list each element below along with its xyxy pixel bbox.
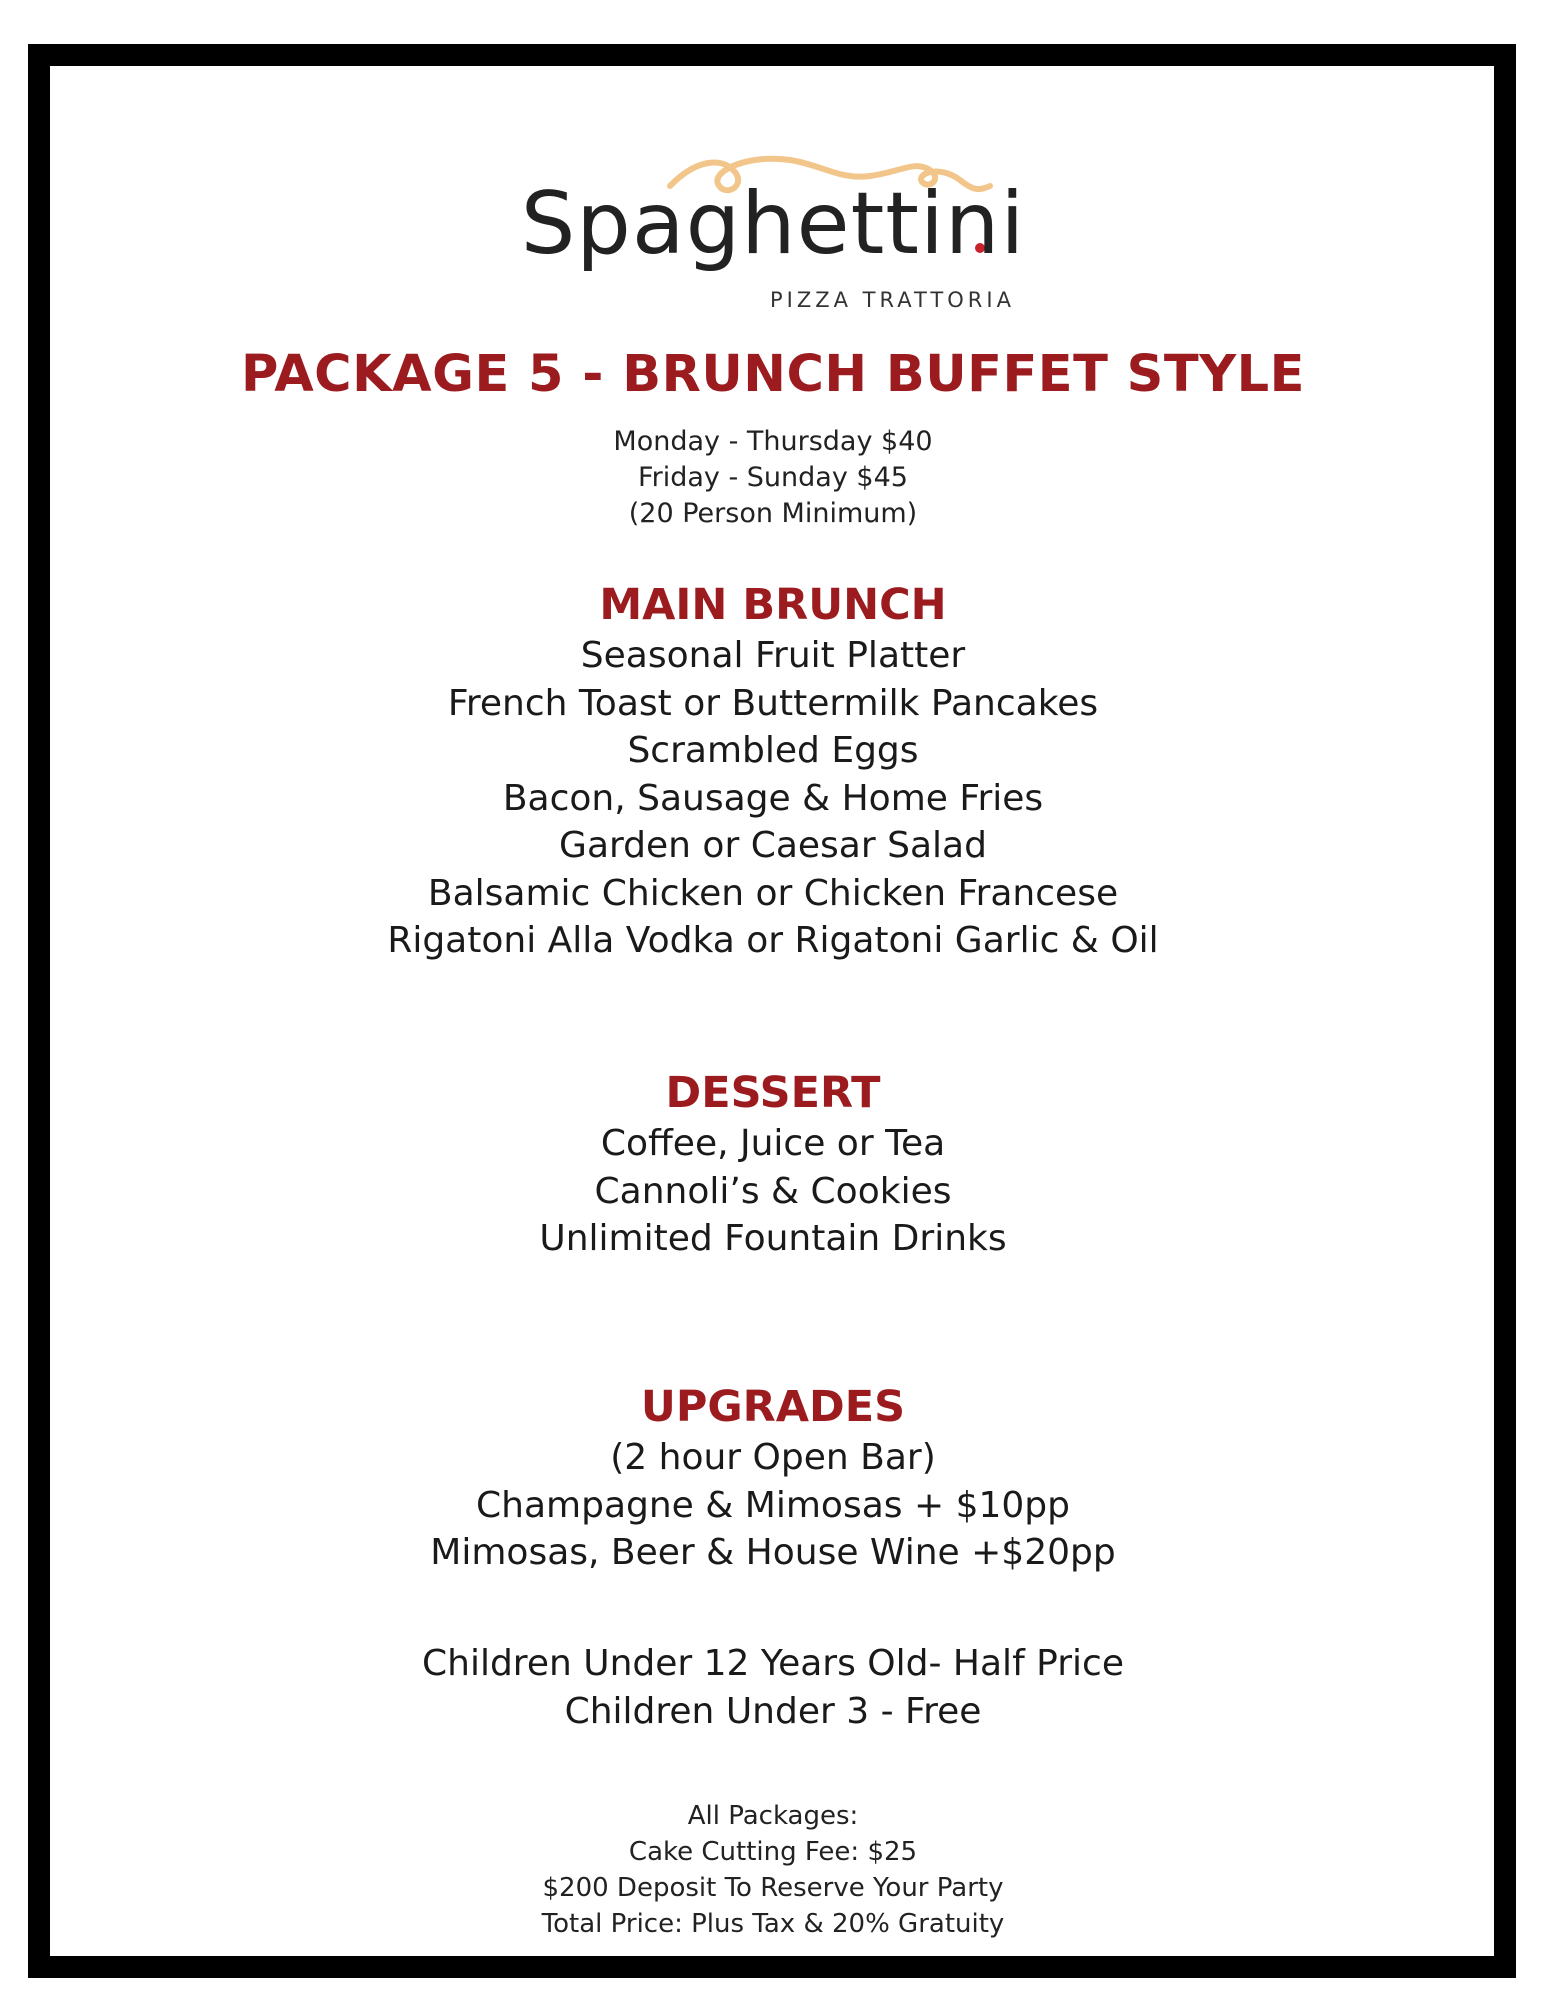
menu-item: Scrambled Eggs [627,730,919,771]
price-weekend: Friday - Sunday $45 [638,462,908,493]
section-heading: MAIN BRUNCH [599,580,947,630]
children-price-line: Children Under 3 - Free [564,1690,982,1732]
footer-line: $200 Deposit To Reserve Your Party [542,1873,1004,1903]
menu-item: Champagne & Mimosas + $10pp [476,1484,1070,1526]
logo-subtitle: PIZZA TRATTORIA [770,288,1015,312]
footer-line: Total Price: Plus Tax & 20% Gratuity [541,1909,1005,1939]
price-weekday: Monday - Thursday $40 [613,426,933,457]
section-heading: UPGRADES [640,1382,906,1432]
pricing-info [0,424,1546,532]
footer-line: Cake Cutting Fee: $25 [628,1837,918,1867]
menu-item: Rigatoni Alla Vodka or Rigatoni Garlic & Oil [387,920,1159,961]
footer-line: All Packages: [687,1801,859,1831]
footer-notes [0,1798,1546,1942]
dessert-section [0,1066,1546,1263]
menu-item: (2 hour Open Bar) [610,1437,936,1478]
minimum-guests: (20 Person Minimum) [628,498,918,529]
menu-item: Mimosas, Beer & House Wine +$20pp [430,1532,1116,1573]
section-heading: DESSERT [665,1068,881,1118]
menu-item: Unlimited Fountain Drinks [539,1218,1007,1259]
restaurant-logo [0,120,1546,320]
upgrades-section [0,1380,1546,1577]
package-title: PACKAGE 5 - BRUNCH BUFFET STYLE [241,345,1305,404]
logo-wordmark: Spaghettini [520,174,1026,274]
menu-item: Cannoli’s & Cookies [594,1170,952,1212]
main-brunch-section [0,578,1546,965]
children-pricing [0,1640,1546,1735]
children-price-line: Children Under 12 Years Old- Half Price [422,1643,1124,1684]
menu-item: Garden or Caesar Salad [559,825,987,866]
menu-item: Seasonal Fruit Platter [580,635,966,676]
menu-item: French Toast or Buttermilk Pancakes [447,682,1099,724]
menu-item: Balsamic Chicken or Chicken Francese [427,872,1119,914]
menu-item: Bacon, Sausage & Home Fries [502,777,1044,819]
menu-item: Coffee, Juice or Tea [600,1123,946,1164]
